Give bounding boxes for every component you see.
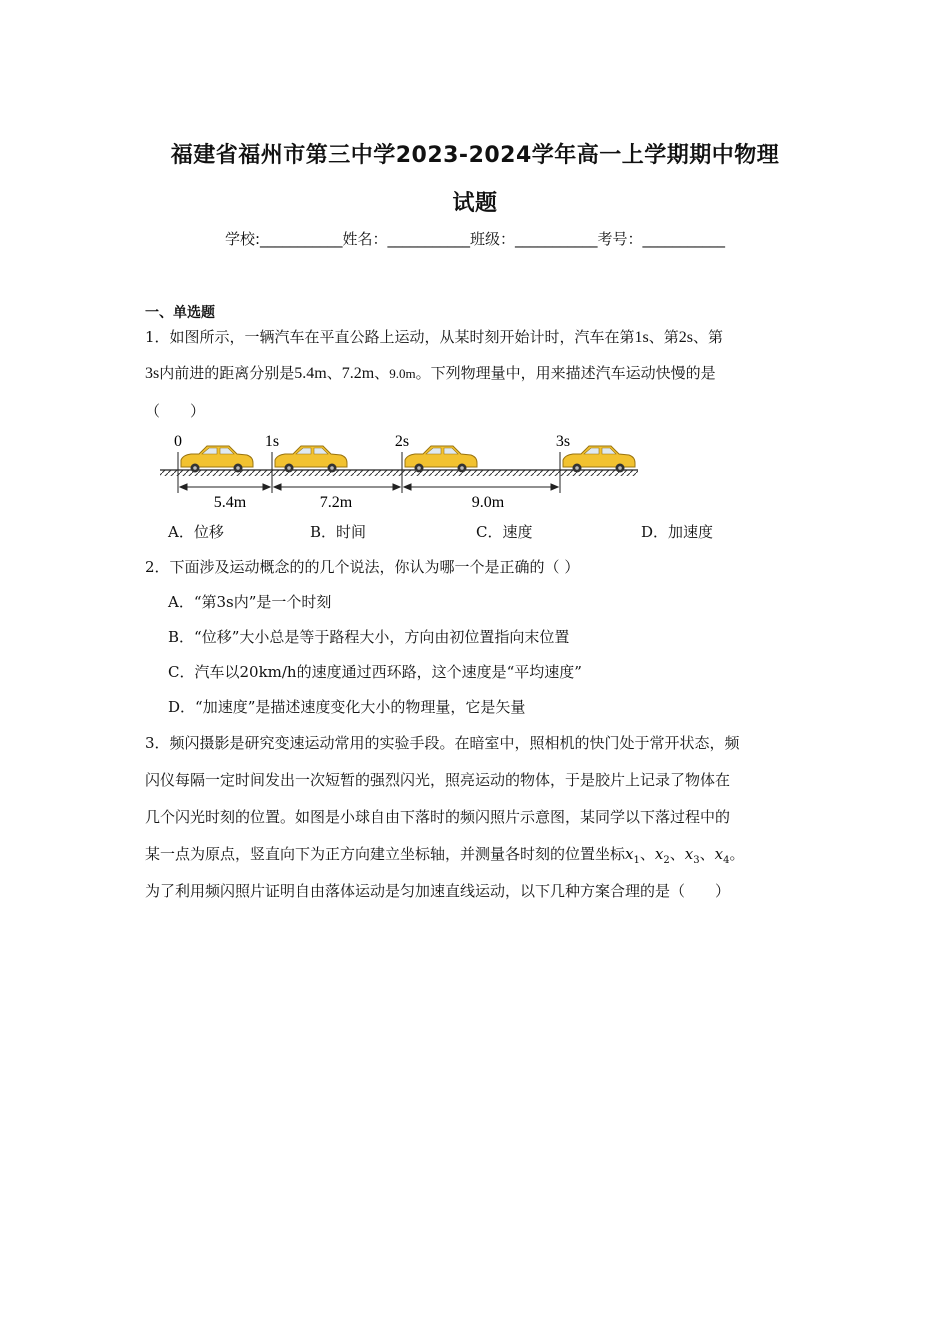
- q1-option-b[interactable]: B．时间: [310, 523, 367, 541]
- q1-option-a[interactable]: A．位移: [168, 523, 224, 541]
- q3-line5: 为了利用频闪照片证明自由落体运动是匀加速直线运动，以下几种方案合理的是（ ）: [145, 882, 731, 900]
- q1-option-c[interactable]: C．速度: [476, 523, 533, 541]
- car-at-2s: [405, 446, 477, 473]
- distance-label-1: 5.4m: [213, 494, 247, 511]
- name-field: 姓名：___________: [342, 230, 471, 248]
- q1-option-d[interactable]: D．加速度: [641, 523, 714, 541]
- exam-title-line2: 试题: [452, 191, 498, 216]
- distance-label-3: 9.0m: [471, 494, 505, 511]
- q1-line3: （ ）: [145, 402, 206, 420]
- time-label-3s: 3s: [555, 433, 571, 450]
- q3-line4: 某一点为原点，竖直向下为正方向建立坐标轴，并测量各时刻的位置坐标$x_1$、$x_2$、$x_3$、$x_4$。: [145, 845, 745, 866]
- q2-option-a[interactable]: A．“第3s内”是一个时刻: [168, 593, 332, 611]
- car-at-0: [181, 446, 253, 473]
- q2-option-b[interactable]: B．“位移”大小总是等于路程大小，方向由初位置指向末位置: [168, 628, 570, 646]
- q1-time-2s: 2s: [678, 329, 694, 346]
- car-at-1s: [275, 446, 347, 473]
- car-at-3s: [563, 446, 635, 473]
- q2-stem: 2．下面涉及运动概念的的几个说法，你认为哪一个是正确的（ ）: [145, 558, 580, 576]
- q1-line1: 1．如图所示，一辆汽车在平直公路上运动，从某时刻开始计时，汽车在第1s、第2s、第: [145, 328, 724, 346]
- exam-title-line1: 福建省福州市第三中学2023-2024学年高一上学期期中物理: [170, 143, 780, 168]
- q1-car-figure: [150, 425, 650, 515]
- q3-line3: 几个闪光时刻的位置。如图是小球自由下落时的频闪照片示意图，某同学以下落过程中的: [145, 808, 731, 826]
- q2-option-d[interactable]: D．“加速度”是描述速度变化大小的物理量，它是矢量: [168, 698, 526, 716]
- exam-number-field: 考号：___________: [597, 230, 726, 248]
- q1-distance-3: 9.0m: [389, 366, 416, 381]
- q3-line2: 闪仪每隔一定时间发出一次短暂的强烈闪光，照亮运动的物体，于是胶片上记录了物体在: [145, 771, 731, 789]
- section-heading: 一、单选题: [145, 305, 215, 321]
- q1-time-3s: 3s: [145, 365, 160, 382]
- time-label-0: 0: [174, 433, 182, 450]
- time-label-2s: 2s: [394, 433, 410, 450]
- q1-time-1s: 1s: [634, 329, 649, 346]
- distance-label-2: 7.2m: [319, 494, 353, 511]
- ground-hatch: [160, 470, 638, 476]
- student-info-row: [0, 228, 950, 249]
- q1-distance-1: 5.4m: [294, 365, 327, 382]
- q2-option-c[interactable]: C．汽车以20km/h的速度通过西环路，这个速度是“平均速度”: [168, 663, 582, 681]
- q1-line2: 3s内前进的距离分别是5.4m、7.2m、9.0m。下列物理量中，用来描述汽车运动快慢的是: [145, 364, 716, 382]
- time-label-1s: 1s: [264, 433, 280, 450]
- class-field: 班级：___________: [470, 230, 598, 248]
- q1-distance-2: 7.2m: [341, 365, 375, 382]
- q3-line1: 3．频闪摄影是研究变速运动常用的实验手段。在暗室中，照相机的快门处于常开状态，频: [145, 734, 740, 752]
- school-field: 学校:___________: [224, 230, 343, 248]
